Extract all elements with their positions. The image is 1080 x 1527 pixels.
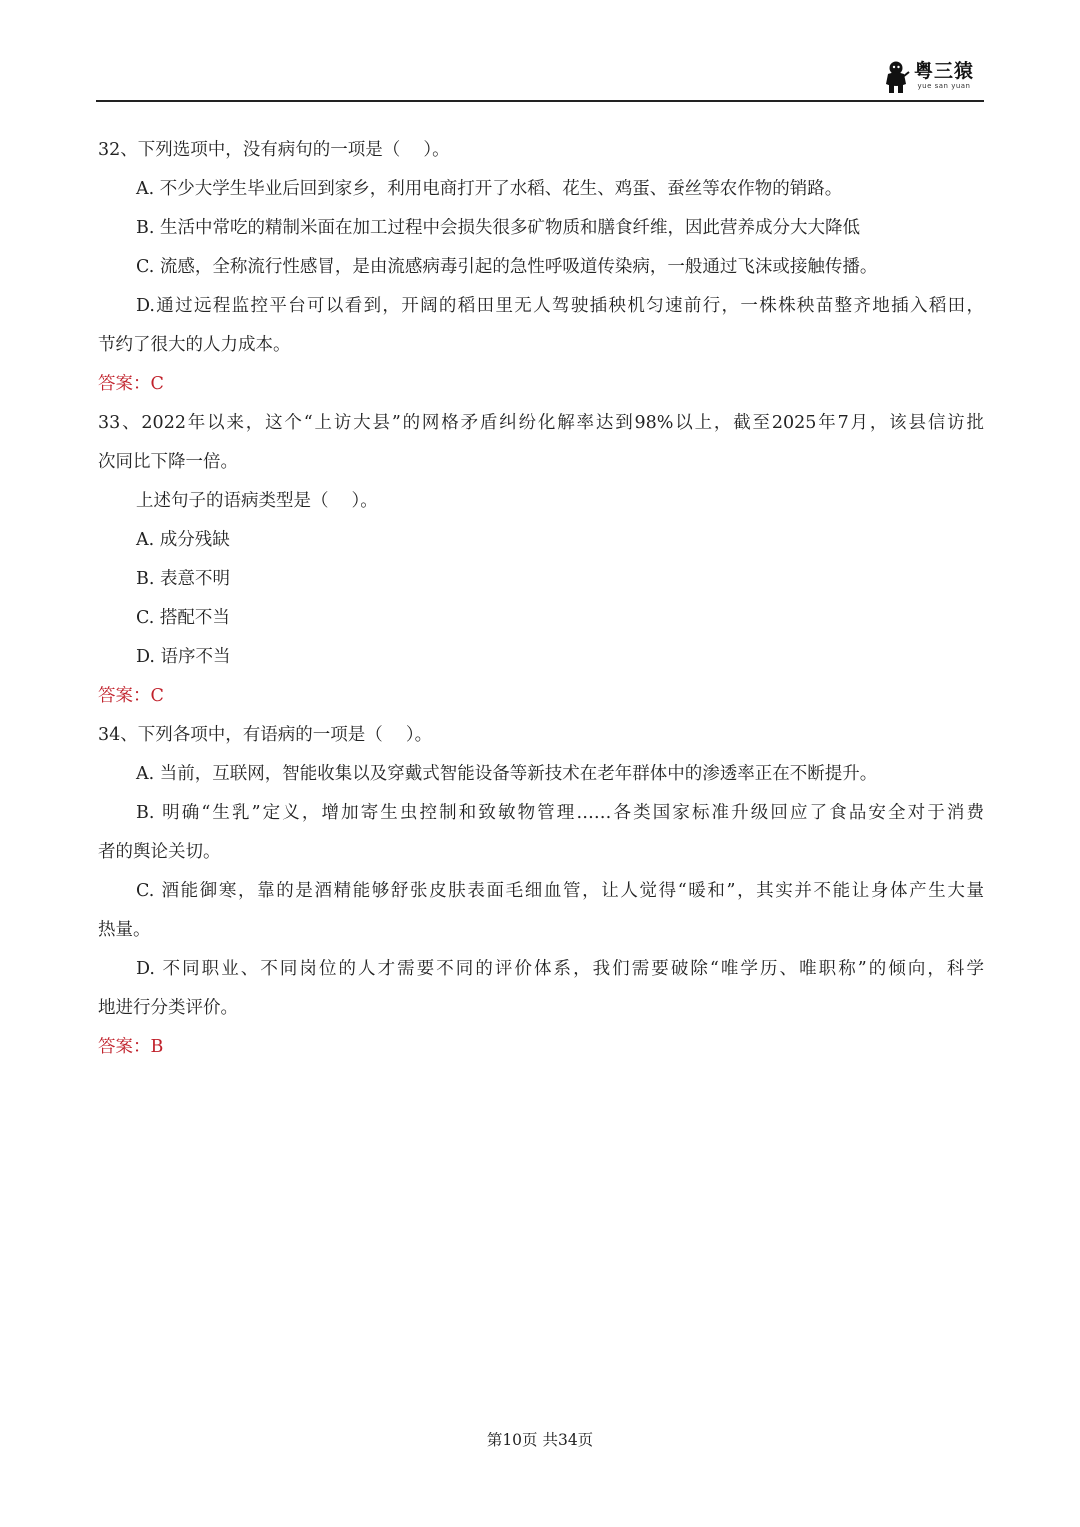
question-33-option-a: A. 成分残缺 — [136, 530, 230, 550]
question-32-option-b: B. 生活中常吃的精制米面在加工过程中会损失很多矿物质和膳食纤维，因此营养成分大大降低 — [136, 218, 860, 238]
question-34-option-c: C. 酒能御寒，靠的是酒精能够舒张皮肤表面毛细血管，让人觉得“暖和”，其实并不能让身体产生大量 — [136, 881, 984, 901]
question-32-stem: 32、下列选项中，没有病句的一项是（ ）。 — [98, 140, 450, 160]
question-34-option-b: B. 明确“生乳”定义，增加寄生虫控制和致敏物管理……各类国家标准升级回应了食品安全对于消费 — [136, 803, 984, 823]
question-33-answer: 答案：C — [98, 686, 164, 706]
question-34-option-c-cont: 热量。 — [98, 920, 151, 940]
question-33-option-d: D. 语序不当 — [136, 647, 231, 667]
question-32-option-c: C. 流感，全称流行性感冒，是由流感病毒引起的急性呼吸道传染病，一般通过飞沫或接触传播。 — [136, 257, 878, 277]
question-33-option-c: C. 搭配不当 — [136, 608, 230, 628]
question-33-stem-cont: 次同比下降一倍。 — [98, 452, 238, 472]
question-content — [98, 131, 984, 1067]
question-34-answer: 答案：B — [98, 1037, 164, 1057]
question-33-stem: 33、2022年以来，这个“上访大县”的网格矛盾纠纷化解率达到98%以上，截至2025年7月，该县信访批 — [98, 413, 984, 433]
question-34-option-a: A. 当前，互联网，智能收集以及穿戴式智能设备等新技术在老年群体中的渗透率正在不断提升。 — [136, 764, 878, 784]
question-34-option-d: D. 不同职业、不同岗位的人才需要不同的评价体系，我们需要破除“唯学历、唯职称”的倾向，科学 — [136, 959, 984, 979]
question-34-stem: 34、下列各项中，有语病的一项是（ ）。 — [98, 725, 433, 745]
logo-text: 粤三猿 — [913, 60, 974, 82]
page-number: 第10页 共34页 — [486, 1431, 594, 1449]
monkey-logo-icon — [882, 60, 910, 94]
question-34-option-b-cont: 者的舆论关切。 — [98, 842, 221, 862]
logo-subtitle: yue san yuan — [917, 82, 971, 90]
question-33-prompt: 上述句子的语病类型是（ ）。 — [136, 491, 378, 511]
question-32-answer: 答案：C — [98, 374, 164, 394]
question-32-option-d: D.通过远程监控平台可以看到，开阔的稻田里无人驾驶插秧机匀速前行，一株株秧苗整齐地插入稻田， — [136, 296, 984, 316]
question-32-option-a: A. 不少大学生毕业后回到家乡，利用电商打开了水稻、花生、鸡蛋、蚕丝等农作物的销路。 — [136, 179, 843, 199]
question-32-option-d-cont: 节约了很大的人力成本。 — [98, 335, 291, 355]
question-33-option-b: B. 表意不明 — [136, 569, 230, 589]
brand-logo — [882, 60, 974, 96]
question-34-option-d-cont: 地进行分类评价。 — [98, 998, 238, 1018]
page-header — [96, 56, 984, 102]
